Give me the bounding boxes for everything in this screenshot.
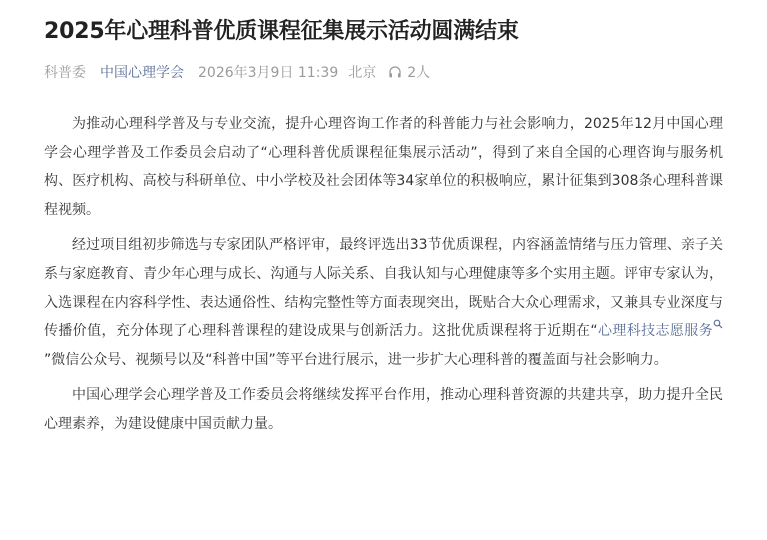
article-meta bbox=[44, 60, 723, 84]
account-name-link[interactable]: 中国心理学会 bbox=[100, 65, 184, 81]
paragraph-2-text-b: ”微信公众号、视频号以及“科普中国”等平台进行展示，进一步扩大心理科普的覆盖面与社会影响力。 bbox=[44, 351, 668, 368]
account-link-label: 心理科技志愿服务 bbox=[597, 323, 713, 340]
article-title: 2025年心理科普优质课程征集展示活动圆满结束 bbox=[44, 19, 519, 44]
paragraph-2 bbox=[44, 231, 723, 374]
article-body bbox=[44, 110, 723, 439]
search-icon bbox=[713, 319, 723, 329]
publish-datetime: 2026年3月9日 11:39 bbox=[198, 65, 339, 81]
publish-location: 北京 bbox=[348, 65, 377, 81]
headphone-icon bbox=[388, 65, 402, 79]
account-link[interactable] bbox=[598, 323, 723, 339]
listen-count-label: 2人 bbox=[407, 65, 431, 81]
paragraph-1: 为推动心理科学普及与专业交流，提升心理咨询工作者的科普能力与社会影响力，2025年12月中国心理学会心理学普及工作委员会启动了“心理科普优质课程征集展示活动”，得到了来自全国的心理咨询与服务机构、医疗机构、高校与科研单位、中小学校及社会团体等34家单位的积极响应，累计征集到308条心理科普课程视频。 bbox=[44, 116, 723, 218]
listen-count[interactable] bbox=[388, 62, 430, 82]
paragraph-3: 中国心理学会心理学普及工作委员会将继续发挥平台作用，推动心理科普资源的共建共享，助力提升全民心理素养，为建设健康中国贡献力量。 bbox=[44, 387, 723, 432]
paragraph-2-text-a: 经过项目组初步筛选与专家团队严格评审，最终评选出33节优质课程，内容涵盖情绪与压力管理、亲子关系与家庭教育、青少年心理与成长、沟通与人际关系、自我认知与心理健康等多个实用主题。评审专家认为，入选课程在内容科学性、表达通俗性、结构完整性等方面表现突出，既贴合大众心理需求，又兼具专业深度与传播价值，充分体现了心理科普课程的建设成果与创新活力。这批优质课程将于近期在“ bbox=[44, 237, 723, 340]
author-tag: 科普委 bbox=[44, 65, 86, 81]
